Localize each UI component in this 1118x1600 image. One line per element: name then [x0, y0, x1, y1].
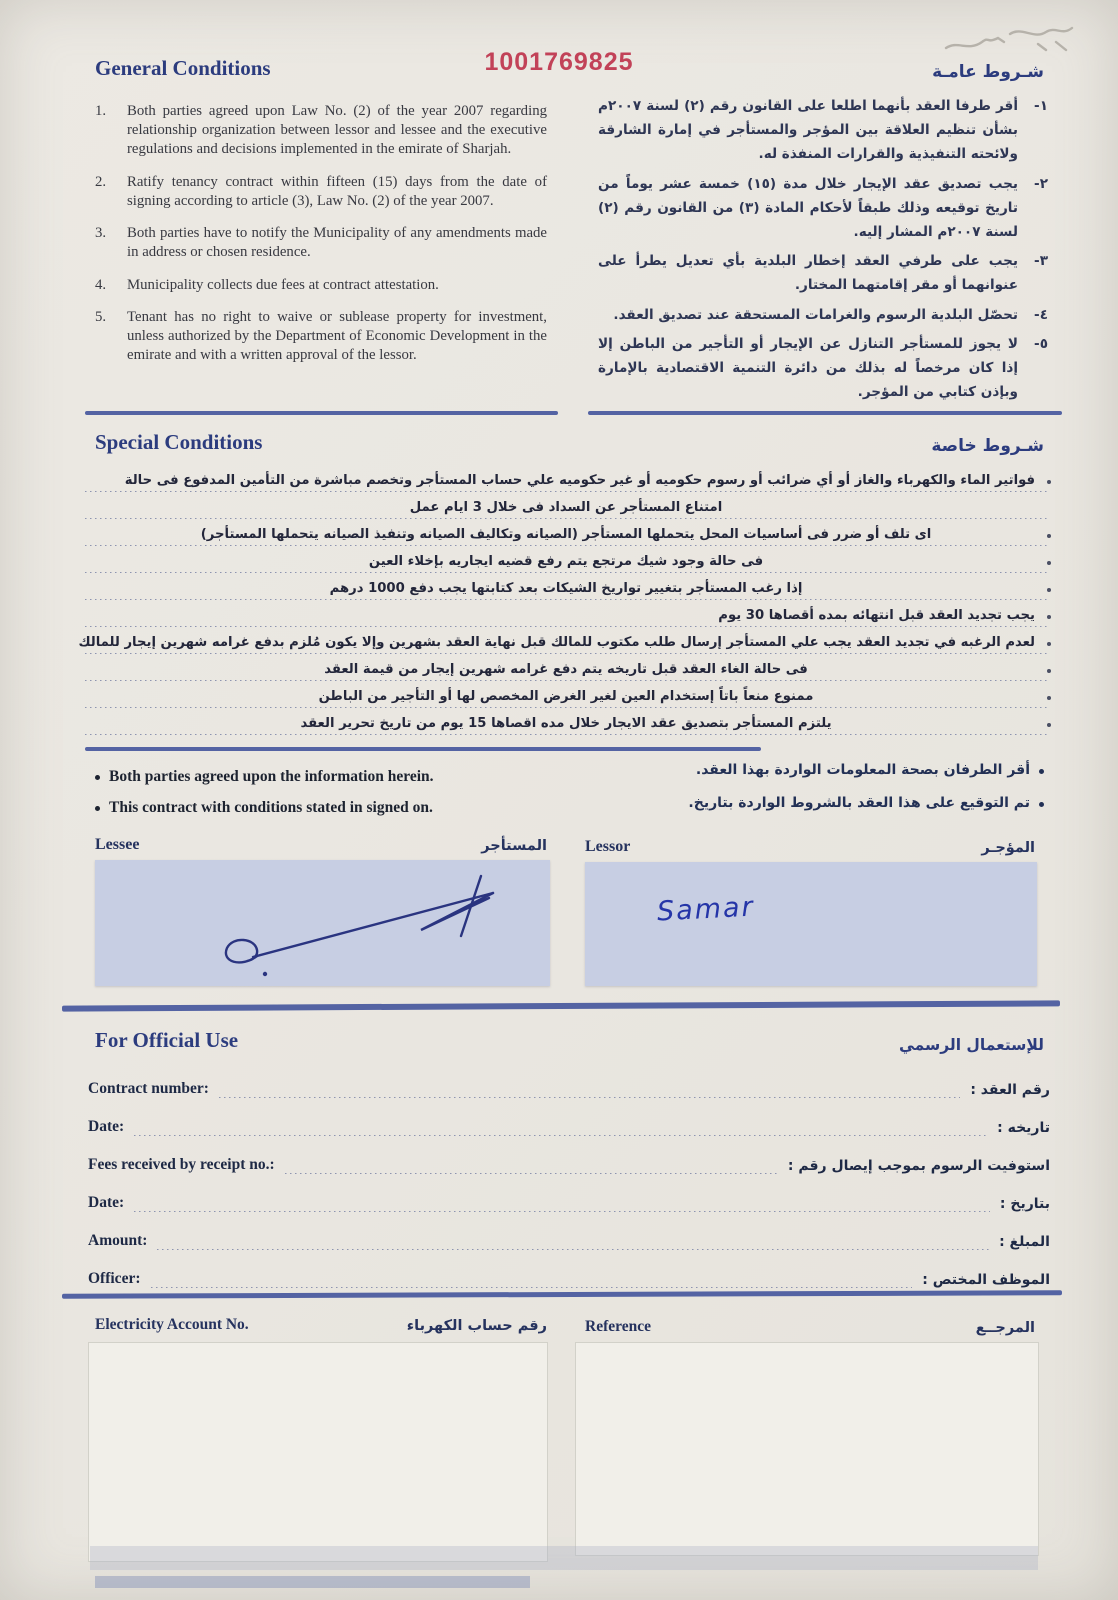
agreement-bullet-en-2 — [95, 799, 535, 817]
special-clause: إذا رغب المستأجر بتغيير تواريخ الشيكات بعد كتابتها يجب دفع 1000 درهم — [85, 578, 1047, 600]
general-conditions-title-en: General Conditions — [95, 56, 271, 80]
lessee-signature — [95, 860, 550, 986]
item-number: 4. — [95, 276, 107, 293]
general-condition-en-2 — [95, 173, 547, 211]
lessor-signature-box[interactable] — [585, 862, 1037, 986]
item-text: Ratify tenancy contract within fifteen (15) days from the date of signing according to article (3), Law No. (2) of the year 2007. — [127, 173, 547, 209]
lessee-signature-box[interactable] — [95, 860, 550, 986]
bullet-icon — [95, 806, 100, 811]
item-text: أقر طرفا العقد بأنهما اطلعا على القانون رقم (٢) لسنة ٢٠٠٧م بشأن تنظيم العلاقة بين المؤجر والمستأجر في إمارة الشارقة ولائحته التنفيذية والقرارات المنفذة له. — [598, 98, 1018, 163]
special-clause: لعدم الرغبه في تجديد العقد يجب علي المستأجر إرسال طلب مكتوب للمالك قبل نهاية العقد بشهرين وإلا يكون مُلزم بدفع غرامه شهرين إيجار للمالك — [85, 632, 1047, 654]
contract-serial-number: 1001769825 — [484, 48, 634, 76]
contract-number-label-en: Contract number: — [88, 1080, 209, 1097]
fees-receipt-label-en: Fees received by receipt no.: — [88, 1156, 275, 1173]
item-text: لا يجوز للمستأجر التنازل عن الإيجار أو التأجير من الباطن إلا إذا كان مرخصاً له بذلك من دائرة التنمية الاقتصادية بالإمارة وبإذن كتابي من المؤجر. — [598, 335, 1018, 401]
date-field[interactable] — [134, 1126, 987, 1136]
scan-artifact-strip — [95, 1576, 530, 1588]
lessor-label-ar: المؤجـر — [981, 840, 1035, 856]
item-number: 3. — [95, 225, 107, 242]
item-number: 2. — [95, 173, 107, 190]
special-clause: ممنوع منعاً باتاً إستخدام العين لغير الغرض المخصص لها أو التأجير من الباطن — [85, 686, 1047, 708]
special-clause: فواتير الماء والكهرباء والغاز أو أي ضرائب أو رسوم حكوميه أو غير حكوميه علي حساب المستأجر وتخصم مباشرة من التأمين المدفوع فى حالة — [85, 470, 1047, 492]
date-label-en: Date: — [88, 1118, 125, 1135]
agreement-bullet-ar-2 — [604, 795, 1044, 811]
item-number: ٢- — [1034, 175, 1048, 192]
item-number: 5. — [95, 308, 107, 325]
reference-label-ar: المرجــع — [975, 1320, 1035, 1336]
general-condition-ar-4 — [598, 303, 1048, 327]
amount-label-ar: المبلغ : — [999, 1234, 1050, 1250]
official-use-divider — [62, 1000, 1060, 1011]
general-conditions-list-ar — [598, 94, 1048, 409]
general-condition-en-3 — [95, 224, 547, 262]
special-clause: يجب تجديد العقد قبل انتهائه بمده أقصاها 30 يوم — [85, 605, 1047, 627]
agreement-bullet-en-1 — [95, 768, 535, 786]
bullet-text: أقر الطرفان بصحة المعلومات الواردة بهذا العقد. — [695, 762, 1030, 778]
item-text: Both parties agreed upon Law No. (2) of the year 2007 regarding relationship organization between lessor and lessee and the executive regulations and decisions implemented in the emirate of Sharjah. — [127, 103, 547, 158]
electricity-account-label-ar: رقم حساب الكهرباء — [406, 1318, 547, 1334]
receipt-date-label-en: Date: — [88, 1194, 125, 1211]
special-conditions-title-ar: شـروط خاصة — [931, 436, 1044, 456]
contract-number-row — [88, 1072, 1050, 1098]
bullet-icon — [1039, 769, 1044, 774]
agreement-bullets-ar — [604, 762, 1044, 828]
item-number: 1. — [95, 103, 107, 119]
special-clause: اى تلف أو ضرر فى أساسيات المحل يتحملها المستأجر (الصيانه وتكاليف الصيانه وتنفيذ الصيانه يتحملها المستأجر) — [85, 524, 1047, 546]
amount-field[interactable] — [157, 1240, 989, 1250]
special-clause: فى حالة وجود شيك مرتجع يتم رفع قضيه ايجاريه بإخلاء العين — [85, 551, 1047, 573]
receipt-date-label-ar: بتاريخ : — [999, 1196, 1050, 1212]
fees-receipt-label-ar: استوفيت الرسوم بموجب إيصال رقم : — [787, 1158, 1050, 1174]
officer-label-ar: الموظف المختص : — [922, 1272, 1050, 1288]
fees-receipt-field[interactable] — [285, 1164, 778, 1174]
general-condition-ar-1 — [598, 94, 1048, 167]
official-use-form — [88, 1072, 1050, 1300]
general-condition-ar-2 — [598, 172, 1048, 245]
agreement-bullets-en — [95, 768, 535, 830]
item-text: Municipality collects due fees at contract attestation. — [127, 276, 439, 293]
general-conditions-list-en — [95, 102, 547, 379]
general-condition-ar-5 — [598, 332, 1048, 405]
general-condition-en-1 — [95, 102, 547, 160]
receipt-date-field[interactable] — [134, 1202, 990, 1212]
general-conditions-title-ar: شـروط عامـة — [932, 62, 1044, 82]
general-condition-ar-3 — [598, 249, 1048, 297]
contract-number-label-ar: رقم العقد : — [970, 1082, 1050, 1098]
section-divider-left — [85, 411, 558, 415]
special-clause: فى حالة الغاء العقد قبل تاريخه يتم دفع غرامه شهرين إيجار من قيمة العقد — [85, 659, 1047, 681]
section-divider-right — [588, 411, 1062, 415]
officer-field[interactable] — [151, 1278, 913, 1288]
officer-row — [88, 1262, 1050, 1288]
bullet-icon — [95, 775, 100, 780]
date-row — [88, 1110, 1050, 1136]
bullet-text: Both parties agreed upon the information herein. — [109, 768, 434, 785]
lessee-label-ar: المستأجر — [481, 838, 547, 854]
item-text: Both parties have to notify the Municipality of any amendments made in address or chosen residence. — [127, 225, 547, 261]
date-label-ar: تاريخه : — [997, 1120, 1050, 1136]
item-number: ٥- — [1034, 335, 1048, 352]
special-clause-continuation: امتناع المستأجر عن السداد فى خلال 3 ايام عمل — [85, 497, 1047, 519]
special-clause: يلتزم المستأجر بتصديق عقد الايجار خلال مده اقصاها 15 يوم من تاريخ تحرير العقد — [85, 713, 1047, 735]
officer-label-en: Officer: — [88, 1270, 141, 1287]
lessor-signature: Samar — [656, 891, 756, 928]
amount-row — [88, 1224, 1050, 1250]
general-condition-en-4 — [95, 276, 547, 295]
bullet-text: This contract with conditions stated in signed on. — [109, 799, 433, 816]
lessor-label-en: Lessor — [585, 838, 631, 855]
scan-artifact-band — [90, 1546, 1038, 1570]
item-number: ٤- — [1034, 306, 1048, 323]
reference-label-en: Reference — [585, 1318, 651, 1335]
item-text: يجب تصديق عقد الإيجار خلال مدة (١٥) خمسة عشر يوماً من تاريخ توقيعه وذلك طبقاً لأحكام المادة (٣) من القانون رقم (٢) لسنة ٢٠٠٧م المشار إليه. — [598, 175, 1019, 240]
lessee-label-en: Lessee — [95, 836, 140, 853]
special-conditions-clauses — [78, 470, 1047, 740]
item-number: ٣- — [1034, 253, 1048, 270]
fees-receipt-row — [88, 1148, 1050, 1174]
general-condition-en-5 — [95, 308, 547, 366]
official-use-title-ar: للإستعمال الرسمي — [898, 1036, 1044, 1054]
reference-box[interactable] — [575, 1342, 1039, 1556]
special-conditions-title-en: Special Conditions — [95, 430, 263, 454]
receipt-date-row — [88, 1186, 1050, 1212]
item-text: تحصّل البلدية الرسوم والغرامات المستحقة عند تصديق العقد. — [613, 306, 1018, 323]
special-conditions-divider — [85, 747, 761, 751]
electricity-account-box[interactable] — [88, 1342, 548, 1562]
agreement-bullet-ar-1 — [604, 762, 1044, 778]
contract-number-field[interactable] — [219, 1088, 960, 1098]
amount-label-en: Amount: — [88, 1232, 148, 1249]
bullet-text: تم التوقيع على هذا العقد بالشروط الواردة بتاريخ. — [688, 795, 1030, 811]
item-text: Tenant has no right to waive or sublease property for investment, unless authorized by the Department of Economic Development in the emirate and with a written approval of the lessor. — [127, 308, 547, 364]
item-number: ١- — [1034, 98, 1048, 114]
electricity-account-label-en: Electricity Account No. — [95, 1316, 249, 1333]
item-text: يجب على طرفي العقد إخطار البلدية بأي تعديل يطرأ على عنوانهما أو مقر إقامتهما المختار. — [598, 253, 1018, 294]
bullet-icon — [1039, 802, 1044, 807]
official-use-title-en: For Official Use — [95, 1028, 239, 1052]
